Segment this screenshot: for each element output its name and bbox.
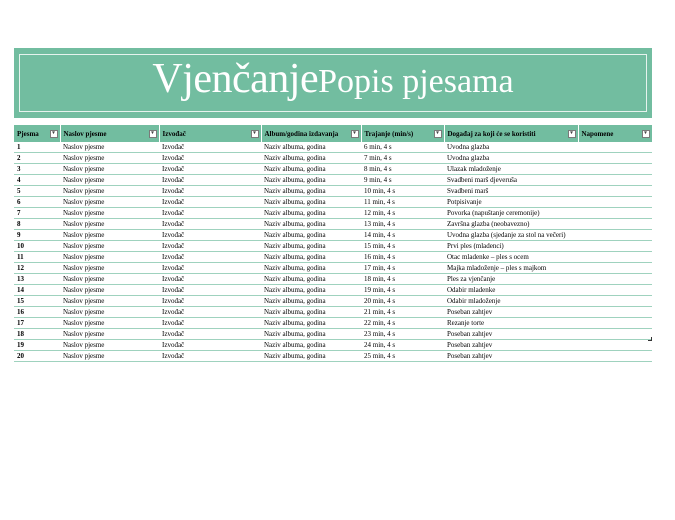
cell-song[interactable]: Naslov pjesme [60,230,159,241]
cell-num[interactable]: 8 [14,219,60,230]
cell-song[interactable]: Naslov pjesme [60,219,159,230]
cell-event[interactable]: Poseban zahtjev [444,329,578,340]
cell-album[interactable]: Naziv albuma, godina [261,318,361,329]
cell-album[interactable]: Naziv albuma, godina [261,164,361,175]
cell-notes[interactable] [578,329,652,340]
cell-event[interactable]: Majka mladoženje – ples s majkom [444,263,578,274]
cell-event[interactable]: Rezanje torte [444,318,578,329]
cell-event[interactable]: Završna glazba (neobavezno) [444,219,578,230]
cell-num[interactable]: 11 [14,252,60,263]
column-header-label: Album/godina izdavanja [264,129,339,138]
cell-song[interactable]: Naslov pjesme [60,186,159,197]
column-header-label: Izvođač [162,129,186,138]
cell-num[interactable]: 1 [14,142,60,153]
cell-event[interactable]: Prvi ples (mladenci) [444,241,578,252]
cell-artist[interactable]: Izvođač [159,219,261,230]
chevron-down-icon[interactable]: ▾ [351,130,359,138]
cell-duration[interactable]: 7 min, 4 s [361,153,444,164]
cell-album[interactable]: Naziv albuma, godina [261,307,361,318]
cell-event[interactable]: Uvodna glazba (sjedanje za stol na večeri) [444,230,578,241]
table-row [14,142,652,153]
cell-num[interactable]: 17 [14,318,60,329]
cell-num[interactable]: 7 [14,208,60,219]
table-row [14,329,652,340]
page-title [14,58,652,100]
cell-notes[interactable] [578,307,652,318]
table-row [14,296,652,307]
cell-num[interactable]: 20 [14,351,60,362]
cell-notes[interactable] [578,186,652,197]
chevron-down-icon[interactable]: ▾ [642,130,650,138]
cell-song[interactable]: Naslov pjesme [60,241,159,252]
cell-artist[interactable]: Izvođač [159,186,261,197]
table-row [14,197,652,208]
cell-event[interactable]: Poseban zahtjev [444,307,578,318]
cell-duration[interactable]: 23 min, 4 s [361,329,444,340]
chevron-down-icon[interactable]: ▾ [149,130,157,138]
cell-song[interactable]: Naslov pjesme [60,164,159,175]
cell-notes[interactable] [578,230,652,241]
column-header[interactable] [159,125,261,142]
cell-event[interactable]: Odabir mladenke [444,285,578,296]
cell-num[interactable]: 16 [14,307,60,318]
cell-album[interactable]: Naziv albuma, godina [261,153,361,164]
cell-album[interactable]: Naziv albuma, godina [261,351,361,362]
cell-album[interactable]: Naziv albuma, godina [261,175,361,186]
cell-num[interactable]: 3 [14,164,60,175]
cell-event[interactable]: Potpisivanje [444,197,578,208]
cell-artist[interactable]: Izvođač [159,230,261,241]
cell-song[interactable]: Naslov pjesme [60,274,159,285]
cell-num[interactable]: 4 [14,175,60,186]
cell-song[interactable]: Naslov pjesme [60,296,159,307]
cell-notes[interactable] [578,219,652,230]
cell-duration[interactable]: 20 min, 4 s [361,296,444,307]
cell-duration[interactable]: 9 min, 4 s [361,175,444,186]
column-header[interactable] [444,125,578,142]
cell-notes[interactable] [578,318,652,329]
title-part-1: Vjenčanje [152,56,319,102]
chevron-down-icon[interactable]: ▾ [251,130,259,138]
cell-duration[interactable]: 6 min, 4 s [361,142,444,153]
cell-notes[interactable] [578,263,652,274]
cell-artist[interactable]: Izvođač [159,351,261,362]
cell-album[interactable]: Naziv albuma, godina [261,263,361,274]
cell-song[interactable]: Naslov pjesme [60,252,159,263]
cell-album[interactable]: Naziv albuma, godina [261,208,361,219]
column-header[interactable] [261,125,361,142]
header-row [14,125,652,142]
cell-artist[interactable]: Izvođač [159,274,261,285]
cell-artist[interactable]: Izvođač [159,318,261,329]
cell-duration[interactable]: 14 min, 4 s [361,230,444,241]
table-row [14,153,652,164]
cell-num[interactable]: 19 [14,340,60,351]
cell-artist[interactable]: Izvođač [159,175,261,186]
cell-duration[interactable]: 12 min, 4 s [361,208,444,219]
chevron-down-icon[interactable]: ▾ [50,130,58,138]
cell-artist[interactable]: Izvođač [159,263,261,274]
cell-notes[interactable] [578,153,652,164]
cell-event[interactable]: Ples za vjenčanje [444,274,578,285]
cell-album[interactable]: Naziv albuma, godina [261,296,361,307]
cell-num[interactable]: 13 [14,274,60,285]
column-header-label: Pjesma [17,129,39,138]
cell-artist[interactable]: Izvođač [159,241,261,252]
cell-artist[interactable]: Izvođač [159,252,261,263]
cell-notes[interactable] [578,274,652,285]
cell-song[interactable]: Naslov pjesme [60,142,159,153]
cell-num[interactable]: 12 [14,263,60,274]
cell-num[interactable]: 5 [14,186,60,197]
table-row [14,318,652,329]
cell-duration[interactable]: 24 min, 4 s [361,340,444,351]
cell-song[interactable]: Naslov pjesme [60,153,159,164]
cell-song[interactable]: Naslov pjesme [60,263,159,274]
cell-duration[interactable]: 13 min, 4 s [361,219,444,230]
table-row [14,307,652,318]
cell-album[interactable]: Naziv albuma, godina [261,219,361,230]
table-row [14,241,652,252]
table-row [14,340,652,351]
cell-artist[interactable]: Izvođač [159,164,261,175]
cell-album[interactable]: Naziv albuma, godina [261,274,361,285]
cell-notes[interactable] [578,164,652,175]
song-list-table [14,125,653,362]
cell-event[interactable]: Svadbeni marš djeveruša [444,175,578,186]
cell-notes[interactable] [578,142,652,153]
cell-duration[interactable]: 16 min, 4 s [361,252,444,263]
cell-notes[interactable] [578,285,652,296]
cell-album[interactable]: Naziv albuma, godina [261,197,361,208]
cell-event[interactable]: Odabir mladoženje [444,296,578,307]
cell-album[interactable]: Naziv albuma, godina [261,241,361,252]
cell-song[interactable]: Naslov pjesme [60,351,159,362]
table-row [14,351,652,362]
cell-event[interactable]: Uvodna glazba [444,142,578,153]
cell-event[interactable]: Povorka (napuštanje ceremonije) [444,208,578,219]
cell-notes[interactable] [578,175,652,186]
cell-album[interactable]: Naziv albuma, godina [261,329,361,340]
cell-notes[interactable] [578,340,652,351]
cell-num[interactable]: 14 [14,285,60,296]
cell-album[interactable]: Naziv albuma, godina [261,285,361,296]
column-header[interactable] [60,125,159,142]
cell-notes[interactable] [578,252,652,263]
cell-duration[interactable]: 17 min, 4 s [361,263,444,274]
cell-num[interactable]: 10 [14,241,60,252]
cell-duration[interactable]: 8 min, 4 s [361,164,444,175]
cell-album[interactable]: Naziv albuma, godina [261,340,361,351]
cell-album[interactable]: Naziv albuma, godina [261,252,361,263]
cell-song[interactable]: Naslov pjesme [60,285,159,296]
cell-song[interactable]: Naslov pjesme [60,329,159,340]
cell-artist[interactable]: Izvođač [159,307,261,318]
cell-duration[interactable]: 22 min, 4 s [361,318,444,329]
cell-artist[interactable]: Izvođač [159,208,261,219]
cell-event[interactable]: Uvodna glazba [444,153,578,164]
cell-song[interactable]: Naslov pjesme [60,197,159,208]
cell-notes[interactable] [578,208,652,219]
column-header[interactable] [361,125,444,142]
cell-num[interactable]: 15 [14,296,60,307]
cell-artist[interactable]: Izvođač [159,296,261,307]
cell-duration[interactable]: 21 min, 4 s [361,307,444,318]
table-body [14,142,652,362]
table-row [14,285,652,296]
cell-artist[interactable]: Izvođač [159,340,261,351]
table-row [14,164,652,175]
column-header-label: Naslov pjesme [63,129,107,138]
cell-duration[interactable]: 10 min, 4 s [361,186,444,197]
cell-song[interactable]: Naslov pjesme [60,175,159,186]
chevron-down-icon[interactable]: ▾ [434,130,442,138]
table-resize-handle[interactable] [648,337,652,341]
cell-artist[interactable]: Izvođač [159,329,261,340]
cell-num[interactable]: 2 [14,153,60,164]
cell-notes[interactable] [578,296,652,307]
title-part-2: Popis pjesama [318,63,514,100]
column-header-label: Trajanje (min/s) [364,129,414,138]
cell-song[interactable]: Naslov pjesme [60,208,159,219]
cell-notes[interactable] [578,351,652,362]
table-row [14,263,652,274]
cell-event[interactable]: Otac mladenke – ples s ocem [444,252,578,263]
cell-event[interactable]: Poseban zahtjev [444,351,578,362]
cell-song[interactable]: Naslov pjesme [60,340,159,351]
cell-song[interactable]: Naslov pjesme [60,307,159,318]
cell-duration[interactable]: 11 min, 4 s [361,197,444,208]
cell-album[interactable]: Naziv albuma, godina [261,186,361,197]
table-row [14,219,652,230]
cell-album[interactable]: Naziv albuma, godina [261,230,361,241]
column-header[interactable] [14,125,60,142]
cell-num[interactable]: 6 [14,197,60,208]
table-row [14,230,652,241]
cell-duration[interactable]: 15 min, 4 s [361,241,444,252]
cell-event[interactable]: Poseban zahtjev [444,340,578,351]
chevron-down-icon[interactable]: ▾ [568,130,576,138]
cell-artist[interactable]: Izvođač [159,142,261,153]
cell-duration[interactable]: 19 min, 4 s [361,285,444,296]
cell-event[interactable]: Svadbeni marš [444,186,578,197]
cell-event[interactable]: Ulazak mladoženje [444,164,578,175]
cell-artist[interactable]: Izvođač [159,197,261,208]
table-row [14,186,652,197]
cell-num[interactable]: 9 [14,230,60,241]
cell-artist[interactable]: Izvođač [159,285,261,296]
cell-notes[interactable] [578,197,652,208]
cell-artist[interactable]: Izvođač [159,153,261,164]
cell-duration[interactable]: 18 min, 4 s [361,274,444,285]
cell-duration[interactable]: 25 min, 4 s [361,351,444,362]
column-header-label: Događaj za koji će se koristiti [447,129,536,138]
cell-album[interactable]: Naziv albuma, godina [261,142,361,153]
cell-notes[interactable] [578,241,652,252]
cell-num[interactable]: 18 [14,329,60,340]
table-row [14,274,652,285]
column-header-label: Napomene [581,129,614,138]
column-header[interactable] [578,125,652,142]
table-row [14,208,652,219]
cell-song[interactable]: Naslov pjesme [60,318,159,329]
title-banner [14,48,652,118]
table-row [14,252,652,263]
table-row [14,175,652,186]
